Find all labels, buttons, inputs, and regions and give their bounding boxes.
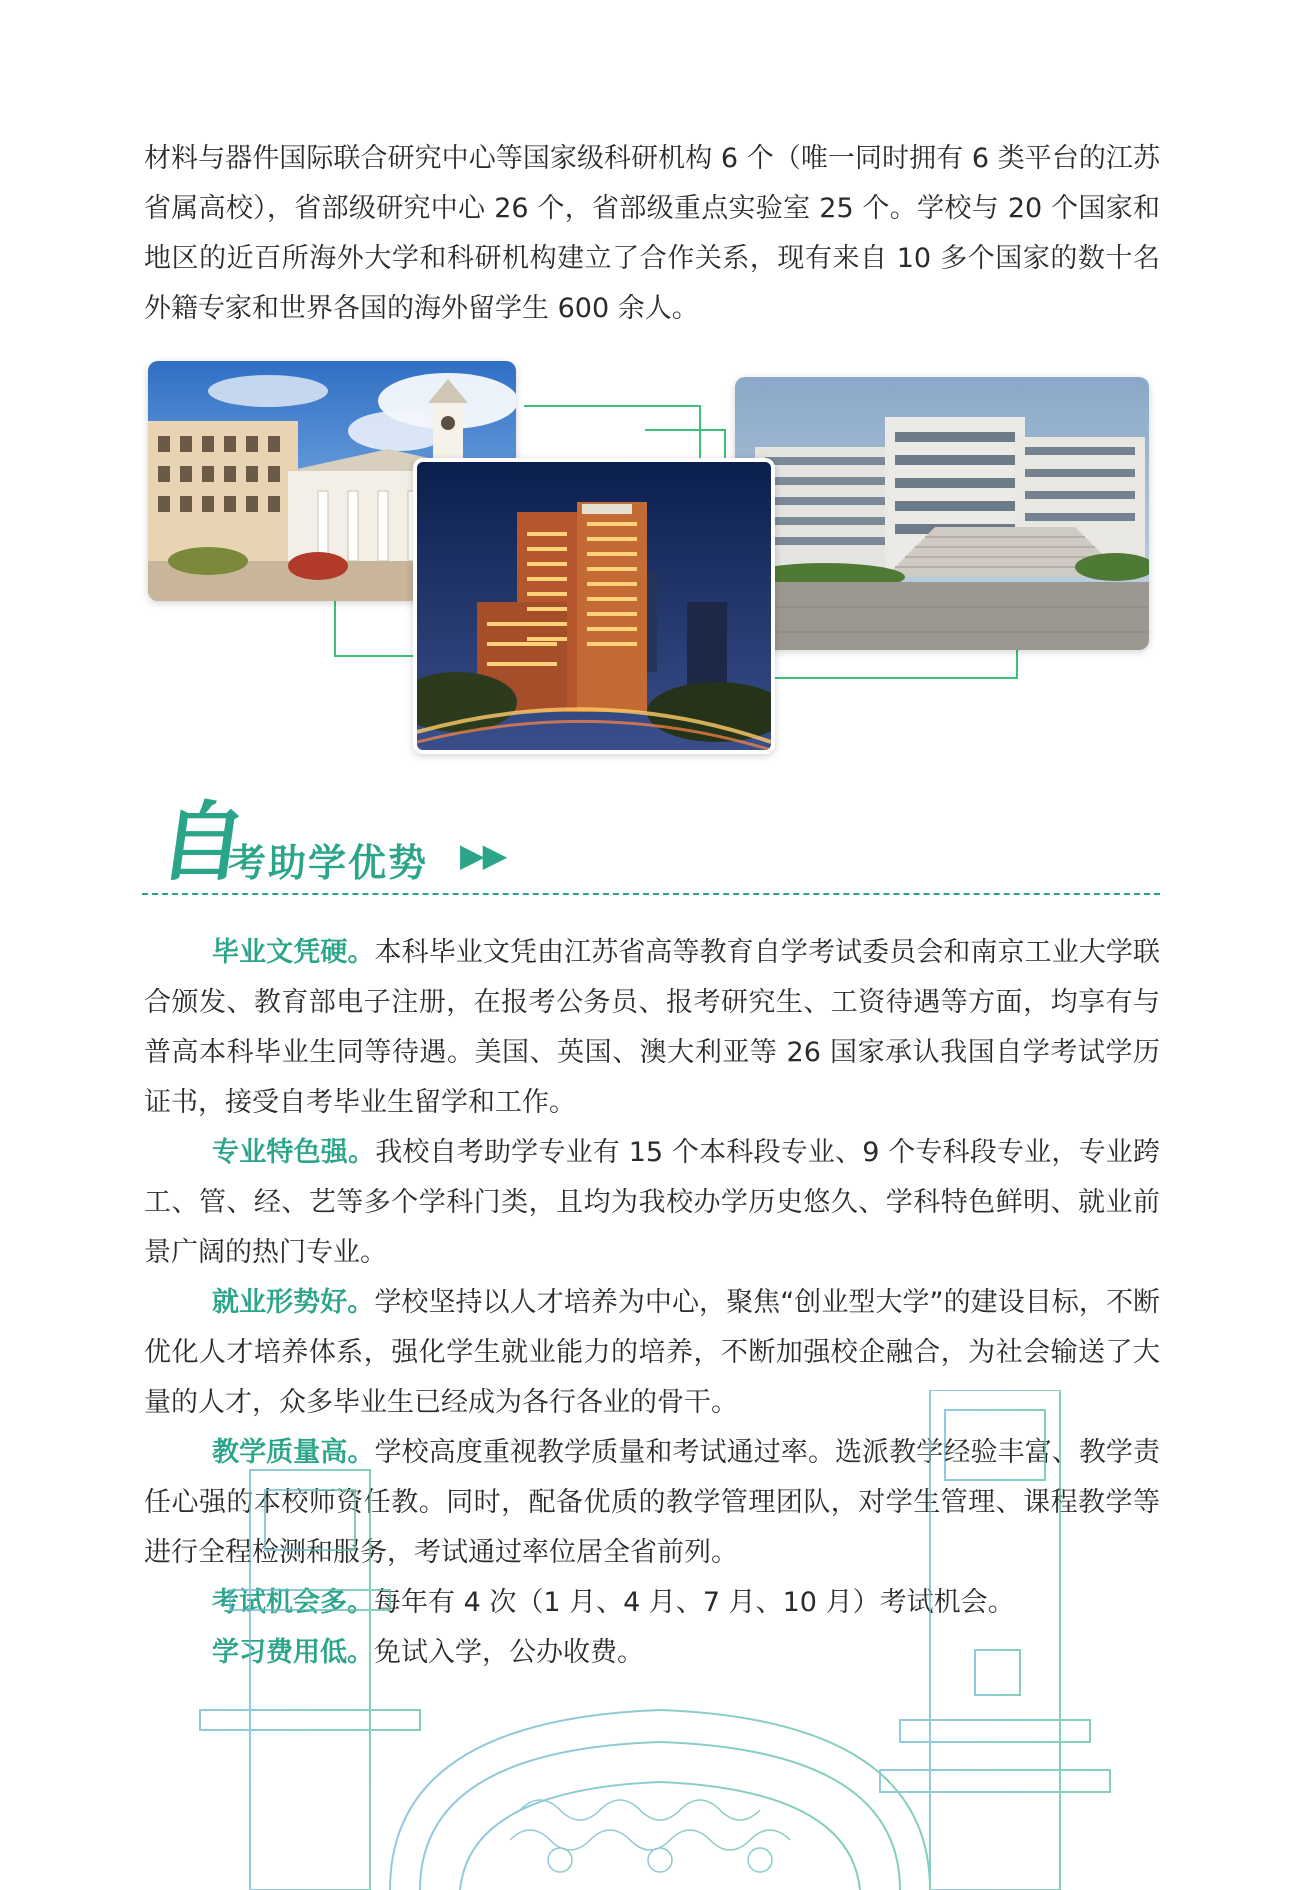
feature-text: 学校坚持以人才培养为中心，聚焦“创业型大学”的建设目标，不断优化人才培养体系，强化学生就业能力的培养，不断加强校企融合，为社会输送了大量的人才，众多毕业生已经成为各行各业的骨干。	[144, 1287, 1161, 1418]
heading-divider	[142, 893, 1160, 895]
feature-title: 就业形势好。	[212, 1287, 375, 1318]
campus-photo-modern-building	[735, 377, 1149, 650]
feature-text: 学校高度重视教学质量和考试通过率。选派教学经验丰富、教学责任心强的本校师资任教。同时，配备优质的教学管理团队，对学生管理、课程教学等进行全程检测和服务，考试通过率位居全省前列。	[144, 1437, 1161, 1568]
feature-title: 教学质量高。	[212, 1437, 375, 1468]
feature-item	[144, 1578, 1160, 1628]
feature-title: 考试机会多。	[212, 1587, 374, 1618]
feature-title: 专业特色强。	[212, 1137, 376, 1168]
feature-text: 每年有 4 次（1 月、4 月、7 月、10 月）考试机会。	[374, 1587, 1015, 1618]
heading-decorative-char: 自	[152, 792, 254, 893]
feature-title: 学习费用低。	[212, 1637, 374, 1668]
feature-text: 免试入学，公办收费。	[374, 1637, 644, 1668]
feature-text: 我校自考助学专业有 15 个本科段专业、9 个专科段专业，专业跨工、管、经、艺等多个学科门类，且均为我校办学历史悠久、学科特色鲜明、就业前景广阔的热门专业。	[144, 1137, 1161, 1268]
feature-item	[144, 1128, 1160, 1278]
feature-item	[144, 1278, 1160, 1428]
heading-title: 考助学优势	[228, 841, 429, 885]
feature-item	[144, 1628, 1160, 1678]
feature-item	[144, 928, 1160, 1128]
section-heading	[150, 792, 1160, 900]
feature-item	[144, 1428, 1160, 1578]
feature-text: 本科毕业文凭由江苏省高等教育自学考试委员会和南京工业大学联合颁发、教育部电子注册，在报考公务员、报考研究生、工资待遇等方面，均享有与普高本科毕业生同等待遇。美国、英国、澳大利亚等 26 国家承认我国自学考试学历证书，接受自考毕业生留学和工作。	[144, 937, 1161, 1118]
feature-list	[144, 928, 1160, 1678]
feature-title: 毕业文凭硬。	[212, 937, 375, 968]
campus-photo-night-tower	[413, 458, 775, 754]
double-arrow-icon: ▶▶	[460, 836, 506, 874]
intro-paragraph: 材料与器件国际联合研究中心等国家级科研机构 6 个（唯一同时拥有 6 类平台的江苏省属高校），省部级研究中心 26 个，省部级重点实验室 25 个。学校与 20 个国家和地区的近百所海外大学和科研机构建立了合作关系，现有来自 10 多个国家的数十名外籍专家和世界各国的海外留学生 600 余人。	[144, 143, 1160, 324]
